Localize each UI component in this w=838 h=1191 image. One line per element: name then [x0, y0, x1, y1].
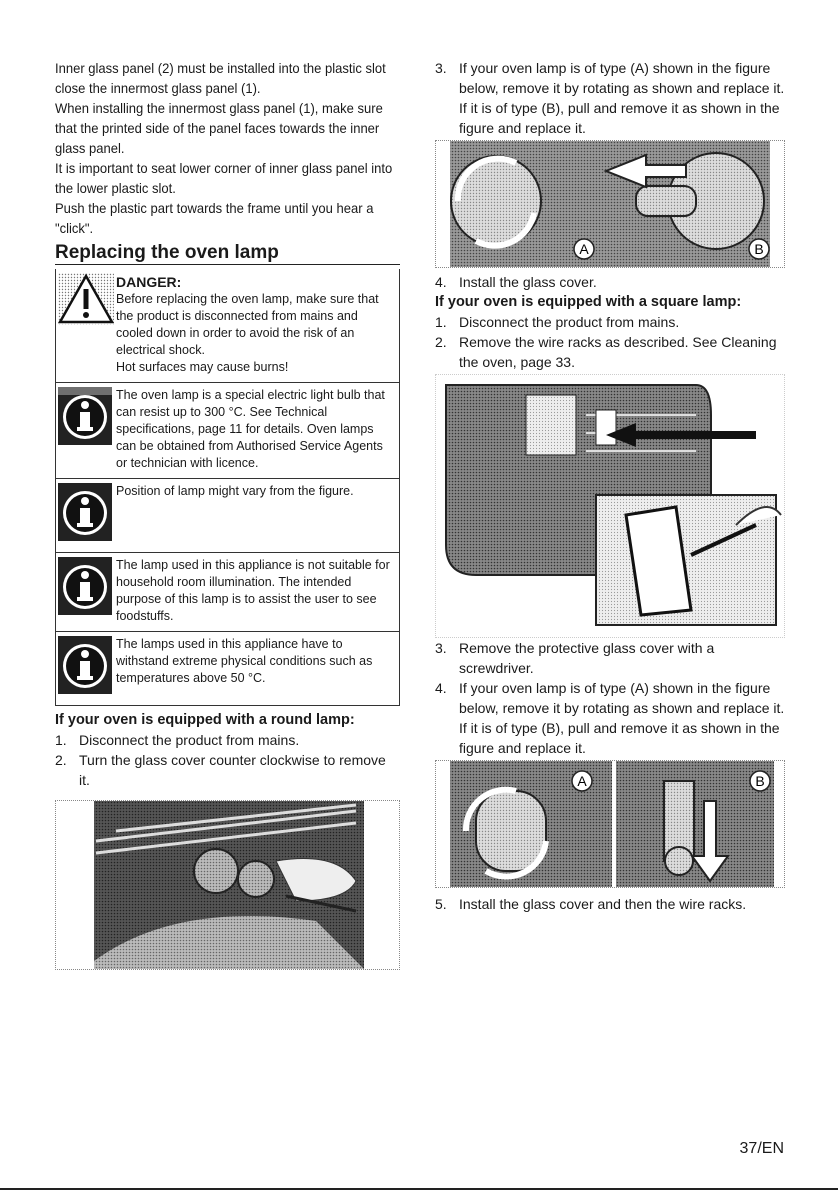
danger-text: Hot surfaces may cause burns!	[116, 360, 289, 374]
info-icon	[56, 636, 116, 699]
list-item: 2. Turn the glass cover counter clockwise to remove it.	[55, 752, 386, 788]
warning-triangle-icon	[56, 273, 116, 376]
label-b: B	[755, 773, 765, 789]
info-icon	[56, 483, 116, 546]
page-number: 37/EN	[739, 1140, 784, 1157]
round-lamp-heading: If your oven is equipped with a round lamp:	[55, 712, 355, 728]
list-item: 4. Install the glass cover.	[435, 274, 597, 290]
list-item: 3. Remove the protective glass cover with a screwdriver.	[435, 640, 715, 676]
intro-paragraph: Push the plastic part towards the frame until you hear a "click".	[55, 200, 374, 236]
intro-paragraph: It is important to seat lower corner of inner glass panel into the lower plastic slot.	[55, 160, 393, 196]
warning-notes-box	[55, 269, 400, 706]
list-item: 3. If your oven lamp is of type (A) shown in the figure below, remove it by rotating as shown and replace it. If it is of type (B), pull and remove it as shown in the figure and replace it.	[435, 60, 785, 136]
label-a: A	[579, 241, 589, 257]
round-lamp-steps-continued	[435, 58, 785, 138]
label-a: A	[577, 773, 587, 789]
square-lamp-steps-continued	[435, 638, 785, 758]
list-item: 2. Remove the wire racks as described. See Cleaning the oven, page 33.	[435, 334, 777, 370]
figure-square-lamp-cover	[435, 374, 785, 638]
figure-glass-cover-removal	[55, 800, 400, 970]
bottom-rule	[0, 1188, 838, 1190]
info-note-text: Position of lamp might vary from the figure.	[116, 484, 354, 498]
info-note	[56, 478, 399, 552]
list-item: 1. Disconnect the product from mains.	[55, 732, 300, 748]
info-icon	[56, 387, 116, 472]
info-note-text: The oven lamp is a special electric light bulb that can resist up to 300 °C. See Technical specifications, page 11 for details. Oven lamps can be obtained from Authorised Service Agents or technician with licence.	[116, 388, 385, 470]
info-note	[56, 631, 399, 705]
left-column	[55, 58, 400, 970]
square-lamp-heading: If your oven is equipped with a square lamp:	[435, 294, 742, 310]
info-note	[56, 552, 399, 631]
list-item: 1. Disconnect the product from mains.	[435, 314, 680, 330]
intro-paragraph: Inner glass panel (2) must be installed into the plastic slot close the innermost glass panel (1).	[55, 60, 386, 96]
danger-note	[56, 269, 399, 382]
final-step	[435, 894, 785, 914]
right-column	[435, 58, 785, 914]
info-note-text: The lamps used in this appliance have to withstand extreme physical conditions such as temperatures above 50 °C.	[116, 637, 373, 685]
info-icon	[56, 557, 116, 625]
danger-title: DANGER:	[116, 274, 182, 290]
figure-square-lamp-types	[435, 760, 785, 888]
info-note	[56, 382, 399, 478]
section-title: Replacing the oven lamp	[55, 242, 400, 265]
intro-paragraph: When installing the innermost glass panel (1), make sure that the printed side of the panel faces towards the inner glass panel.	[55, 100, 383, 156]
info-note-text: The lamp used in this appliance is not suitable for household room illumination. The intended purpose of this lamp is to assist the user to see foodstuffs.	[116, 558, 390, 623]
list-item: 4. If your oven lamp is of type (A) shown in the figure below, remove it by rotating as shown and replace it. If it is of type (B), pull and remove it as shown in the figure and replace it.	[435, 680, 785, 756]
label-b: B	[754, 241, 764, 257]
figure-round-lamp-types	[435, 140, 785, 268]
list-item: 5. Install the glass cover and then the wire racks.	[435, 896, 747, 912]
round-lamp-steps	[55, 730, 400, 790]
square-lamp-steps	[435, 312, 785, 372]
round-lamp-steps-final	[435, 272, 785, 292]
danger-text: Before replacing the oven lamp, make sure that the product is disconnected from mains and cooled down in order to avoid the risk of an electrical shock.	[116, 292, 379, 357]
